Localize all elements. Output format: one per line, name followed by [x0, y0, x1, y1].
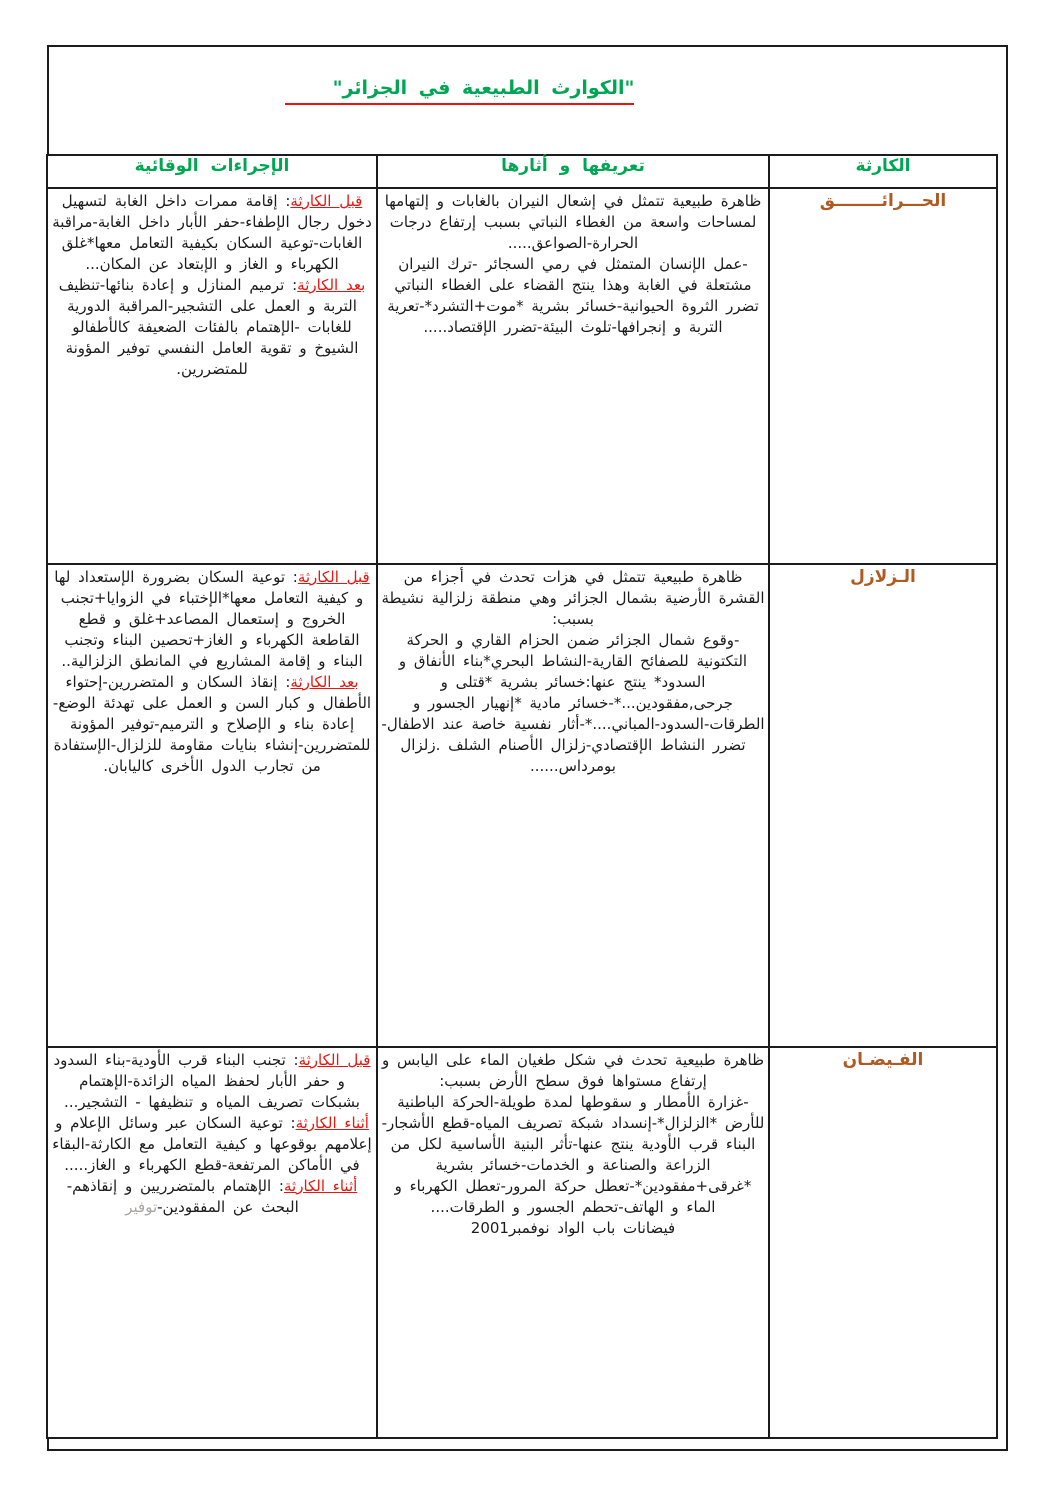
header-disaster: الكارثة — [769, 155, 997, 188]
procedure-paragraph — [51, 672, 373, 777]
page-border — [47, 45, 1008, 1451]
title-row — [49, 77, 1006, 105]
definition-paragraph: -غزارة الأمطار و سقوطها لمدة طويلة-الحركة الباطنية للأرض *الزلزال*-إنسداد شبكة تصريف المياه-قطع الأشجار-البناء قرب الأودية ينتج عنها-تأثر البنية الأساسية لكل من الزراعة والصناعة و الخدمات-خسائر بشرية *غرقى+مفقودين*-تعطل حركة المرور-تعطل الكهرباء و الماء و الهاتف-تحطم الجسور و الطرقات.... — [381, 1093, 765, 1216]
procedure-paragraph — [51, 1113, 373, 1176]
procedure-text: : إنقاذ السكان و المتضررين-إحتواء الأطفال و كبار السن و العمل على تهدئة الوضع-إعادة بناء و الإصلاح و الترميم-توفير المؤونة للمتضررين-إنشاء بنايات مقاومة للزلزال-الإستفادة من تجارب الدول الأخرى كاليابان. — [52, 673, 372, 775]
table-row-floods — [47, 1047, 997, 1438]
disaster-name-earthquakes: الـزلازل — [850, 567, 916, 587]
disaster-name-fires: الحـــرائــــــــق — [819, 191, 947, 211]
phase-label-before-disaster: قبل الكارثة — [290, 192, 363, 210]
procedure-text: : إقامة ممرات داخل الغابة لتسهيل دخول رجال الإطفاء-حفر الأبار داخل الغابة-مراقبة الغابات-توعية السكان بكيفية التعامل معها*غلق الكهرباء و الغاز و الإبتعاد عن المكان... — [52, 192, 372, 273]
procedure-paragraph — [51, 1176, 373, 1218]
procedures-cell-earthquakes — [47, 564, 377, 1047]
phase-label-before-disaster: قبل الكارثة — [297, 568, 370, 586]
procedure-text: : الإهتمام بالمتضرريين و إنقاذهم-البحث عن المفقودين- — [66, 1177, 299, 1216]
cut-off-word: توفير — [125, 1198, 158, 1216]
definition-cell-floods — [377, 1047, 769, 1438]
disasters-table — [46, 154, 998, 1439]
definition-paragraph: ظاهرة طبيعية تحدث في شكل طغيان الماء على اليابس و إرتفاع مستواها فوق سطح الأرض بسبب: — [381, 1051, 765, 1090]
definition-paragraph: ظاهرة طبيعية تتمثل في هزات تحدث في أجزاء من القشرة الأرضية بشمال الجزائر وهي منطقة زلزالية نشيطة بسبب: — [381, 568, 765, 628]
procedure-text: : تجنب البناء قرب الأودية-بناء السدود و حفر الأبار لحفظ المياه الزائدة-الإهتمام بشبكات تصريف المياه و تنظيفها - التشجير... — [53, 1051, 360, 1111]
phase-label-after-disaster: بعد الكارثة — [290, 673, 359, 691]
procedure-paragraph — [51, 1050, 373, 1113]
phase-label-during-disaster: أثناء الكارثة — [283, 1177, 358, 1195]
page-title: "الكوارث الطبيعية في الجزائر" — [285, 77, 635, 105]
phase-label-before-disaster: قبل الكارثة — [298, 1051, 371, 1069]
phase-label-after-disaster: بعد الكارثة — [297, 276, 366, 294]
disaster-cell-fires — [769, 188, 997, 564]
definition-cell-fires — [377, 188, 769, 564]
procedure-text: : توعية السكان عبر وسائل الإعلام و إعلامهم بوقوعها و كيفية التعامل مع الكارثة-البقاء في الأماكن المرتفعة-قطع الكهرباء و الغاز..... — [52, 1114, 372, 1174]
definition-paragraph: فيضانات باب الواد نوفمبر2001 — [470, 1219, 676, 1237]
procedure-paragraph — [51, 191, 373, 275]
disaster-cell-earthquakes — [769, 564, 997, 1047]
procedure-text: : توعية السكان بضرورة الإستعداد لها و كيفية التعامل معها*الإختباء في الزوايا+تجنب الخروج و إستعمال المصاعد+غلق و قطع القاطعة الكهرباء و الغاز+تحصين البناء وتجنب البناء و إقامة المشاريع في المانطق الزلزالية.. — [54, 568, 364, 670]
table-row-earthquakes — [47, 564, 997, 1047]
header-procedures: الإجراءات الوقائية — [47, 155, 377, 188]
definition-cell-earthquakes — [377, 564, 769, 1047]
definition-paragraph: -عمل الإنسان المتمثل في رمي السجائر -ترك النيران مشتعلة في الغابة وهذا ينتج القضاء على الغطاء النباتي تضرر الثروة الحيوانية-خسائر بشرية *موت+التشرد*-تعرية التربة و إنجرافها-تلوث البيئة-تضرر الإقتصاد..... — [387, 255, 759, 336]
table-row-fires — [47, 188, 997, 564]
procedure-text: : ترميم المنازل و إعادة بنائها-تنظيف التربة و العمل على التشجير-المراقبة الدورية للغابات -الإهتمام بالفئات الضعيفة كالأطفالو الشيوخ و تقوية العامل النفسي توفير المؤونة للمتضررين. — [58, 276, 359, 378]
procedures-cell-fires — [47, 188, 377, 564]
definition-paragraph: ظاهرة طبيعية تتمثل في إشعال النيران بالغابات و إلتهامها لمساحات واسعة من الغطاء النباتي بسبب إرتفاع درجات الحرارة-الصواعق..... — [384, 192, 762, 252]
definition-paragraph: -وقوع شمال الجزائر ضمن الحزام القاري و الحركة التكتونية للصفائح القارية-النشاط البحري*بناء الأنفاق و السدود* ينتج عنها:خسائر بشرية *قتلى و جرحى,مفقودين...*-خسائر مادية *إنهيار الجسور و الطرقات-السدود-المباني....*-أثار نفسية خاصة عند الاطفال-تضرر النشاط الإقتصادي-زلزال الأصنام الشلف .زلزال بومرداس...... — [381, 631, 765, 775]
disaster-name-floods: الفـيضـان — [842, 1050, 924, 1070]
phase-label-during-disaster: أثناء الكارثة — [295, 1114, 369, 1132]
table-header-row — [47, 155, 997, 188]
procedure-paragraph — [51, 567, 373, 672]
header-definition: تعريفها و أثارها — [377, 155, 769, 188]
procedures-cell-floods — [47, 1047, 377, 1438]
procedure-paragraph — [51, 275, 373, 380]
disaster-cell-floods — [769, 1047, 997, 1438]
